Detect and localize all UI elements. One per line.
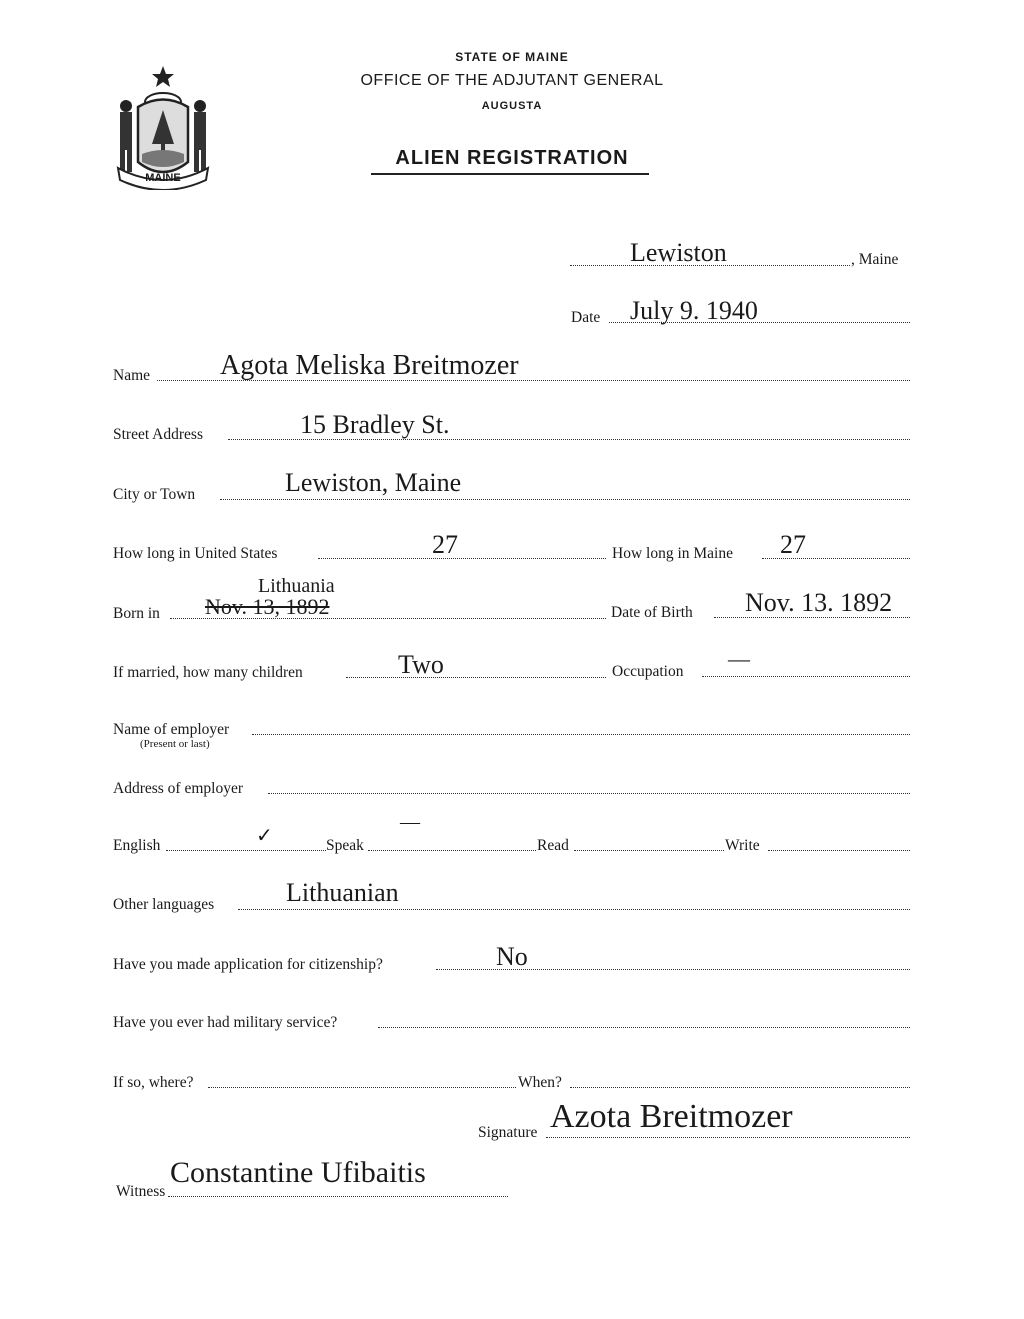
witness-line	[168, 1196, 508, 1197]
how-long-us-value: 27	[432, 530, 458, 559]
children-label: If married, how many children	[113, 664, 303, 681]
where-label: If so, where?	[113, 1074, 194, 1091]
write-line	[768, 850, 910, 851]
date-label: Date	[571, 309, 601, 326]
occupation-value: —	[728, 646, 750, 671]
speak-label: Speak	[326, 837, 364, 854]
read-label: Read	[537, 837, 569, 854]
english-value: ✓	[256, 825, 273, 847]
signature-label: Signature	[478, 1124, 538, 1141]
dob-value: Nov. 13. 1892	[745, 588, 893, 617]
employer-line	[252, 734, 910, 735]
military-line	[378, 1027, 910, 1028]
employer-note: (Present or last)	[140, 738, 210, 750]
name-label: Name	[113, 367, 151, 384]
street-value: 15 Bradley St.	[300, 410, 450, 439]
write-label: Write	[725, 837, 760, 854]
english-line	[166, 850, 326, 851]
how-long-maine-label: How long in Maine	[612, 545, 733, 562]
street-label: Street Address	[113, 426, 203, 443]
date-value: July 9. 1940	[630, 296, 758, 325]
dob-label: Date of Birth	[611, 604, 693, 621]
how-long-us-line	[318, 558, 606, 559]
military-label: Have you ever had military service?	[113, 1014, 338, 1031]
office-heading: OFFICE OF THE ADJUTANT GENERAL	[360, 72, 664, 89]
signature-line	[546, 1137, 910, 1138]
other-languages-line	[238, 909, 910, 910]
when-label: When?	[518, 1074, 562, 1091]
children-line	[346, 677, 606, 678]
signature-value: Azota Breitmozer	[550, 1098, 793, 1135]
employer-address-line	[268, 793, 910, 794]
how-long-maine-value: 27	[780, 530, 806, 559]
other-languages-value: Lithuanian	[286, 878, 399, 907]
occupation-label: Occupation	[612, 663, 684, 680]
city-label: City or Town	[113, 486, 196, 503]
how-long-us-label: How long in United States	[113, 545, 278, 562]
when-line	[570, 1087, 910, 1088]
title-underline	[371, 173, 649, 175]
maine-suffix: , Maine	[851, 251, 899, 268]
read-line	[574, 850, 724, 851]
born-in-label: Born in	[113, 605, 160, 622]
witness-label: Witness	[116, 1183, 166, 1200]
name-value: Agota Meliska Breitmozer	[220, 350, 519, 381]
street-line	[228, 439, 910, 440]
children-value: Two	[398, 650, 444, 679]
speak-value: —	[400, 811, 420, 833]
employer-label: Name of employer	[113, 721, 230, 738]
seal-text: MAINE	[145, 172, 181, 184]
speak-line	[368, 850, 536, 851]
dob-line	[714, 617, 910, 618]
employer-address-label: Address of employer	[113, 780, 243, 797]
citizenship-value: No	[496, 942, 528, 971]
born-in-value: Lithuania	[258, 575, 335, 597]
witness-value: Constantine Ufibaitis	[170, 1156, 426, 1189]
city-line	[220, 499, 910, 500]
city-heading: AUGUSTA	[481, 100, 543, 112]
citizenship-label: Have you made application for citizenship?	[113, 956, 383, 973]
other-languages-label: Other languages	[113, 896, 215, 913]
born-in-struck-value: Nov. 13, 1892	[205, 594, 330, 619]
town-value: Lewiston	[630, 238, 727, 267]
occupation-line	[702, 676, 910, 677]
state-heading: STATE OF MAINE	[455, 50, 569, 64]
english-label: English	[113, 837, 161, 854]
city-value: Lewiston, Maine	[285, 468, 462, 497]
where-line	[208, 1087, 516, 1088]
form-title: ALIEN REGISTRATION	[395, 147, 629, 169]
